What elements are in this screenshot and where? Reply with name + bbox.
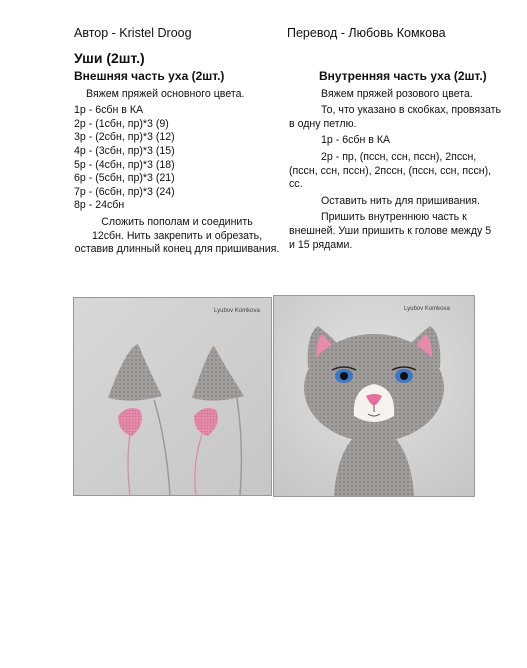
row-line: 6р - (5сбн, пр)*3 (21) (74, 172, 175, 185)
row-line: 4р - (3сбн, пр)*3 (15) (74, 144, 175, 157)
inner-ear-note: То, что указано в скобках, провязать (321, 104, 502, 117)
translator-credit: Перевод - Любовь Комкова (287, 26, 446, 40)
ear-pieces-photo (73, 297, 272, 496)
row-line: 5р - (4сбн, пр)*3 (18) (74, 158, 175, 171)
inner-ear-attach: внешней. Уши пришить к голове между 5 (289, 224, 492, 237)
finish-line: Сложить пополам и соединить (101, 215, 253, 228)
inner-ear-note: в одну петлю. (289, 117, 357, 130)
row-line: 1р - 6сбн в КА (321, 134, 391, 147)
row-line: 1р - 6сбн в КА (74, 104, 144, 117)
ear-pieces-illustration (74, 298, 271, 495)
inner-ear-attach: Пришить внутреннюю часть к (321, 211, 467, 224)
inner-ear-attach: и 15 рядами. (289, 238, 353, 251)
cat-head-photo (273, 295, 475, 497)
outer-ear-title: Внешняя часть уха (2шт.) (74, 69, 225, 83)
outer-ear-finish (60, 216, 294, 257)
outer-ear-instructions (74, 70, 294, 257)
inner-ear-instructions (289, 70, 504, 252)
inner-ear-leave: Оставить нить для пришивания. (321, 194, 480, 207)
row-line: 8р - 24сбн (74, 199, 125, 212)
row-line: 2р - (1сбн, пр)*3 (9) (74, 117, 169, 130)
row-line: 3р - (2сбн, пр)*3 (12) (74, 131, 175, 144)
row-line: 7р - (6сбн, пр)*3 (24) (74, 185, 175, 198)
row-line: (пссн, ссн, пссн), 2пссн, (пссн, ссн, пссн), (289, 164, 492, 177)
finish-line: оставив длинный конец для пришивания. (74, 243, 280, 256)
finish-line: 12сбн. Нить закрепить и обрезать, (91, 229, 263, 242)
inner-ear-intro: Вяжем пряжей розового цвета. (321, 87, 473, 100)
row-line: 2р - пр, (пссн, ссн, пссн), 2пссн, (321, 150, 477, 163)
photo-watermark: Lyubov Komkova (214, 308, 260, 314)
photo-watermark: Lyubov Komkova (404, 306, 450, 312)
section-title: Уши (2шт.) (74, 50, 145, 66)
row-line: сс. (289, 178, 303, 191)
author-credit: Автор - Kristel Droog (74, 26, 192, 40)
cat-head-illustration (274, 296, 474, 496)
outer-ear-intro: Вяжем пряжей основного цвета. (86, 87, 245, 100)
inner-ear-title: Внутренняя часть уха (2шт.) (319, 69, 487, 83)
